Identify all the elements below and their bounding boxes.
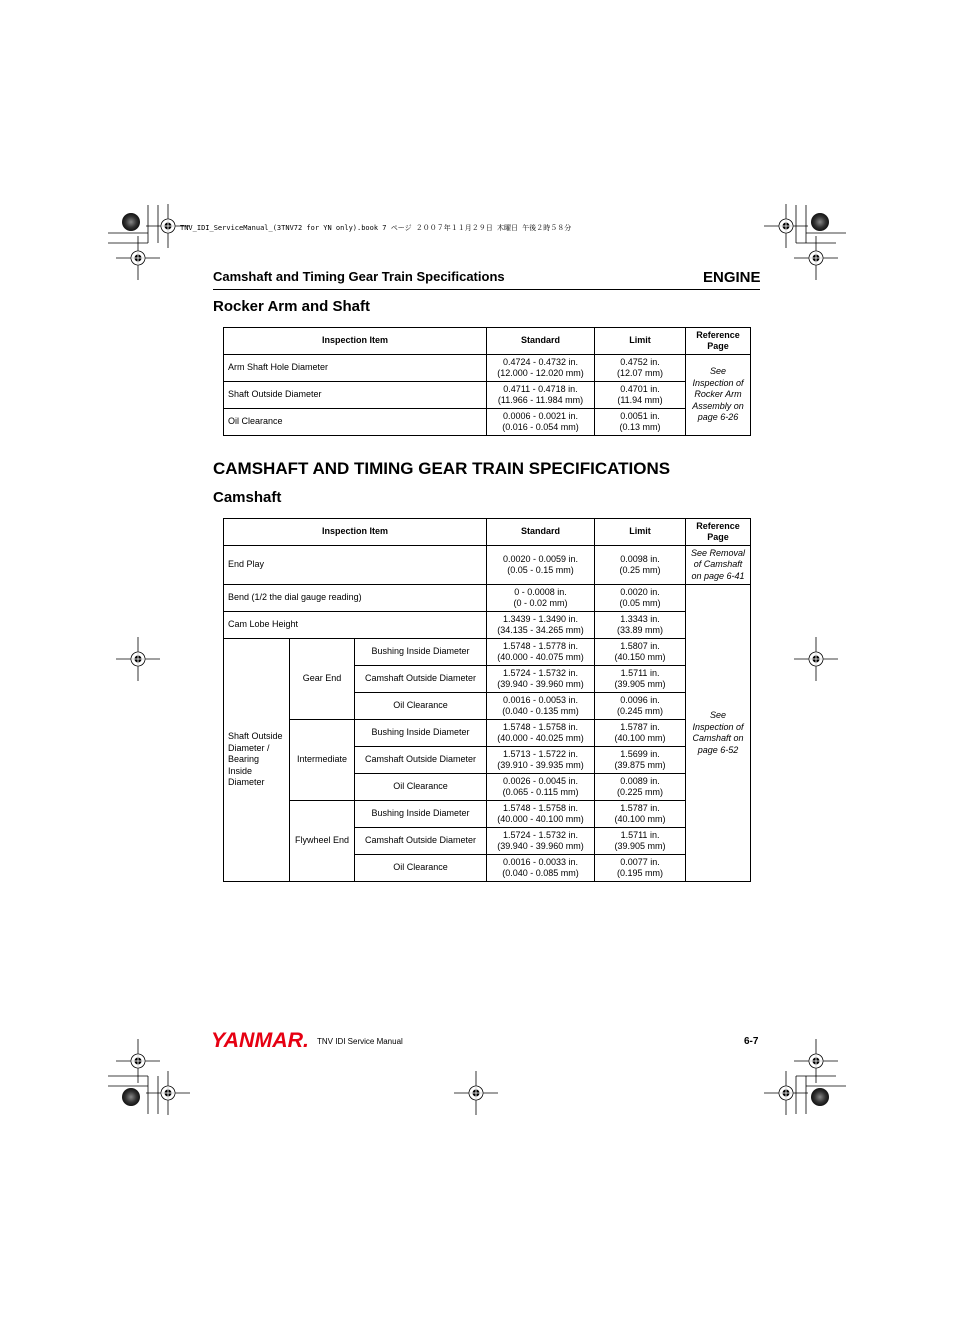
standard-value: 1.5748 - 1.5758 in. (40.000 - 40.100 mm) [487, 801, 595, 828]
group-label: Shaft Outside Diameter / Bearing Inside Diameter [224, 639, 290, 882]
inspection-item: Oil Clearance [355, 855, 487, 882]
limit-value: 1.5787 in. (40.100 mm) [595, 801, 686, 828]
limit-value: 0.0096 in. (0.245 mm) [595, 693, 686, 720]
inspection-item: Oil Clearance [355, 693, 487, 720]
limit-value: 1.5699 in. (39.875 mm) [595, 747, 686, 774]
yanmar-logo [211, 1029, 311, 1056]
inspection-item: Bushing Inside Diameter [355, 639, 487, 666]
column-header: Limit [595, 519, 686, 546]
inspection-item: End Play [224, 546, 487, 585]
standard-value: 0.0016 - 0.0053 in. (0.040 - 0.135 mm) [487, 693, 595, 720]
page-number: 6-7 [744, 1036, 759, 1047]
table-row [224, 409, 751, 436]
header-rule [213, 289, 760, 290]
standard-value: 1.5724 - 1.5732 in. (39.940 - 39.960 mm) [487, 828, 595, 855]
position-label: Flywheel End [290, 801, 355, 882]
inspection-item: Camshaft Outside Diameter [355, 747, 487, 774]
standard-value: 0.0026 - 0.0045 in. (0.065 - 0.115 mm) [487, 774, 595, 801]
reference-page: See Removal of Camshaft on page 6-41 [686, 546, 751, 585]
column-header: Standard [487, 328, 595, 355]
table-row [224, 612, 751, 639]
limit-value: 0.4752 in. (12.07 mm) [595, 355, 686, 382]
table-row [224, 546, 751, 585]
table-row [224, 355, 751, 382]
standard-value: 0 - 0.0008 in. (0 - 0.02 mm) [487, 585, 595, 612]
inspection-item: Cam Lobe Height [224, 612, 487, 639]
logo-text: YANMAR. [211, 1029, 309, 1051]
rocker-arm-table [223, 327, 751, 436]
running-title: Camshaft and Timing Gear Train Specifications [213, 269, 505, 284]
table-row [224, 639, 751, 666]
position-label: Intermediate [290, 720, 355, 801]
rocker-arm-heading: Rocker Arm and Shaft [213, 298, 370, 315]
standard-value: 0.4724 - 0.4732 in. (12.000 - 12.020 mm) [487, 355, 595, 382]
limit-value: 0.0089 in. (0.225 mm) [595, 774, 686, 801]
table-row [224, 585, 751, 612]
limit-value: 0.0020 in. (0.05 mm) [595, 585, 686, 612]
page-title: CAMSHAFT AND TIMING GEAR TRAIN SPECIFICATIONS [213, 459, 671, 478]
reference-page: See Inspection of Rocker Arm Assembly on page 6-26 [686, 355, 751, 436]
table-row [224, 801, 751, 828]
column-header: Standard [487, 519, 595, 546]
position-label: Gear End [290, 639, 355, 720]
reference-page: See Inspection of Camshaft on page 6-52 [686, 585, 751, 882]
table-row [224, 720, 751, 747]
table-row [224, 382, 751, 409]
inspection-item: Bushing Inside Diameter [355, 720, 487, 747]
standard-value: 0.4711 - 0.4718 in. (11.966 - 11.984 mm) [487, 382, 595, 409]
standard-value: 1.5724 - 1.5732 in. (39.940 - 39.960 mm) [487, 666, 595, 693]
standard-value: 1.3439 - 1.3490 in. (34.135 - 34.265 mm) [487, 612, 595, 639]
limit-value: 0.0098 in. (0.25 mm) [595, 546, 686, 585]
inspection-item: Oil Clearance [355, 774, 487, 801]
yanmar-logo-icon [211, 1029, 311, 1051]
limit-value: 0.0051 in. (0.13 mm) [595, 409, 686, 436]
limit-value: 1.5807 in. (40.150 mm) [595, 639, 686, 666]
standard-value: 1.5748 - 1.5778 in. (40.000 - 40.075 mm) [487, 639, 595, 666]
inspection-item: Shaft Outside Diameter [224, 382, 487, 409]
table-header-row [224, 519, 751, 546]
camshaft-heading: Camshaft [213, 489, 282, 506]
limit-value: 0.4701 in. (11.94 mm) [595, 382, 686, 409]
standard-value: 1.5713 - 1.5722 in. (39.910 - 39.935 mm) [487, 747, 595, 774]
column-header: Reference Page [686, 328, 751, 355]
standard-value: 0.0020 - 0.0059 in. (0.05 - 0.15 mm) [487, 546, 595, 585]
inspection-item: Arm Shaft Hole Diameter [224, 355, 487, 382]
limit-value: 1.3343 in. (33.89 mm) [595, 612, 686, 639]
column-header: Limit [595, 328, 686, 355]
column-header: Inspection Item [224, 328, 487, 355]
standard-value: 0.0016 - 0.0033 in. (0.040 - 0.085 mm) [487, 855, 595, 882]
column-header: Reference Page [686, 519, 751, 546]
standard-value: 1.5748 - 1.5758 in. (40.000 - 40.025 mm) [487, 720, 595, 747]
inspection-item: Oil Clearance [224, 409, 487, 436]
print-info-line: TNV_IDI_ServiceManual_(3TNV72 for YN only).book 7 ページ ２００７年１１月２９日 木曜日 午後２時５８分 [180, 224, 572, 232]
inspection-item: Bend (1/2 the dial gauge reading) [224, 585, 487, 612]
section-title: ENGINE [703, 269, 761, 286]
inspection-item: Bushing Inside Diameter [355, 801, 487, 828]
column-header: Inspection Item [224, 519, 487, 546]
limit-value: 1.5711 in. (39.905 mm) [595, 828, 686, 855]
table-header-row [224, 328, 751, 355]
inspection-item: Camshaft Outside Diameter [355, 828, 487, 855]
limit-value: 0.0077 in. (0.195 mm) [595, 855, 686, 882]
limit-value: 1.5787 in. (40.100 mm) [595, 720, 686, 747]
camshaft-table [223, 518, 751, 882]
inspection-item: Camshaft Outside Diameter [355, 666, 487, 693]
manual-title: TNV IDI Service Manual [317, 1037, 403, 1046]
limit-value: 1.5711 in. (39.905 mm) [595, 666, 686, 693]
standard-value: 0.0006 - 0.0021 in. (0.016 - 0.054 mm) [487, 409, 595, 436]
